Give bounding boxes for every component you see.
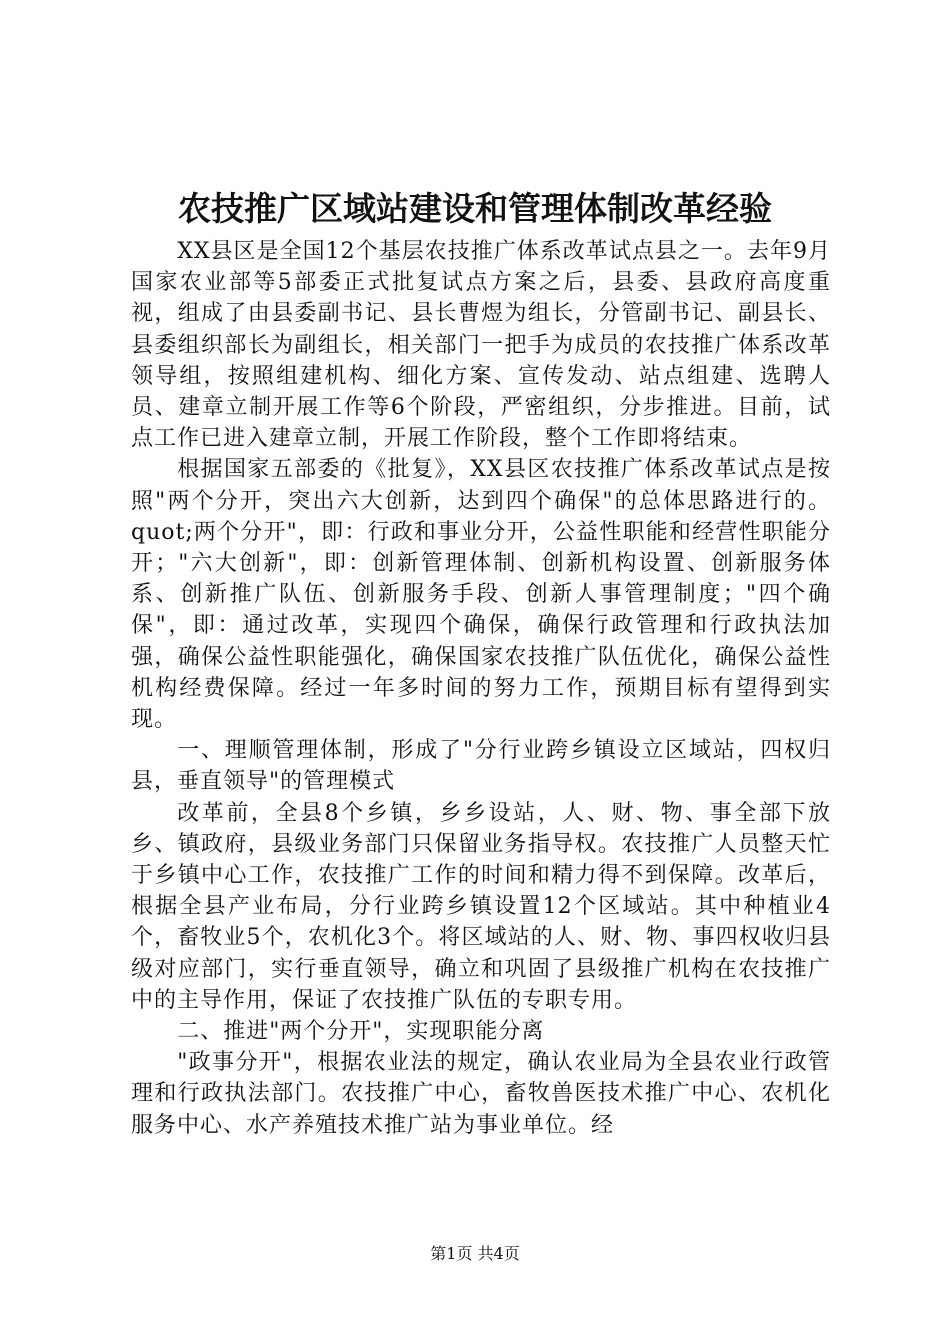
paragraph-approach: 根据国家五部委的《批复》，XX县区农技推广体系改革试点是按照"两个分开，突出六大创新，达到四个确保"的总体思路进行的。quot;两个分开"，即：行政和事业分开，公益性职能和经营性职能分开；"六大创新"，即：创新管理体制、创新机构设置、创新服务体系、创新推广队伍、创新服务手段、创新人事管理制度；"四个确保"，即：通过改革，实现四个确保，确保行政管理和行政执法加强，确保公益性职能强化，确保国家农技推广队伍优化，确保公益性机构经费保障。经过一年多时间的努力工作，预期目标有望得到实现。 bbox=[131, 457, 831, 733]
page-number-footer: 第1页 共4页 bbox=[430, 1244, 520, 1263]
document-body bbox=[131, 236, 831, 1141]
paragraph-separation: "政事分开"，根据农业法的规定，确认农业局为全县农业行政管理和行政执法部门。农技推广中心，畜牧兽医技术推广中心、农机化服务中心、水产养殖技术推广站为事业单位。经 bbox=[131, 1050, 831, 1138]
document-title: 农技推广区域站建设和管理体制改革经验 bbox=[178, 189, 772, 228]
section-heading-1: 一、理顺管理体制，形成了"分行业跨乡镇设立区域站，四权归县，垂直领导"的管理模式 bbox=[131, 738, 831, 795]
section-heading-2: 二、推进"两个分开"，实现职能分离 bbox=[177, 1019, 545, 1045]
paragraph-intro: XX县区是全国12个基层农技推广体系改革试点县之一。去年9月国家农业部等5部委正式批复试点方案之后，县委、县政府高度重视，组成了由县委副书记、县长曹煜为组长，分管副书记、副县长、县委组织部长为副组长，相关部门一把手为成员的农技推广体系改革领导组，按照组建机构、细化方案、宣传发动、站点组建、选聘人员、建章立制开展工作等6个阶段，严密组织，分步推进。目前，试点工作已进入建章立制，开展工作阶段，整个工作即将结束。 bbox=[131, 239, 831, 452]
paragraph-reform: 改革前，全县8个乡镇，乡乡设站，人、财、物、事全部下放乡、镇政府，县级业务部门只保留业务指导权。农技推广人员整天忙于乡镇中心工作，农技推广工作的时间和精力得不到保障。改革后，根据全县产业布局，分行业跨乡镇设置12个区域站。其中种植业4个，畜牧业5个，农机化3个。将区域站的人、财、物、事四权收归县级对应部门，实行垂直领导，确立和巩固了县级推广机构在农技推广中的主导作用，保证了农技推广队伍的专职专用。 bbox=[131, 800, 831, 1013]
